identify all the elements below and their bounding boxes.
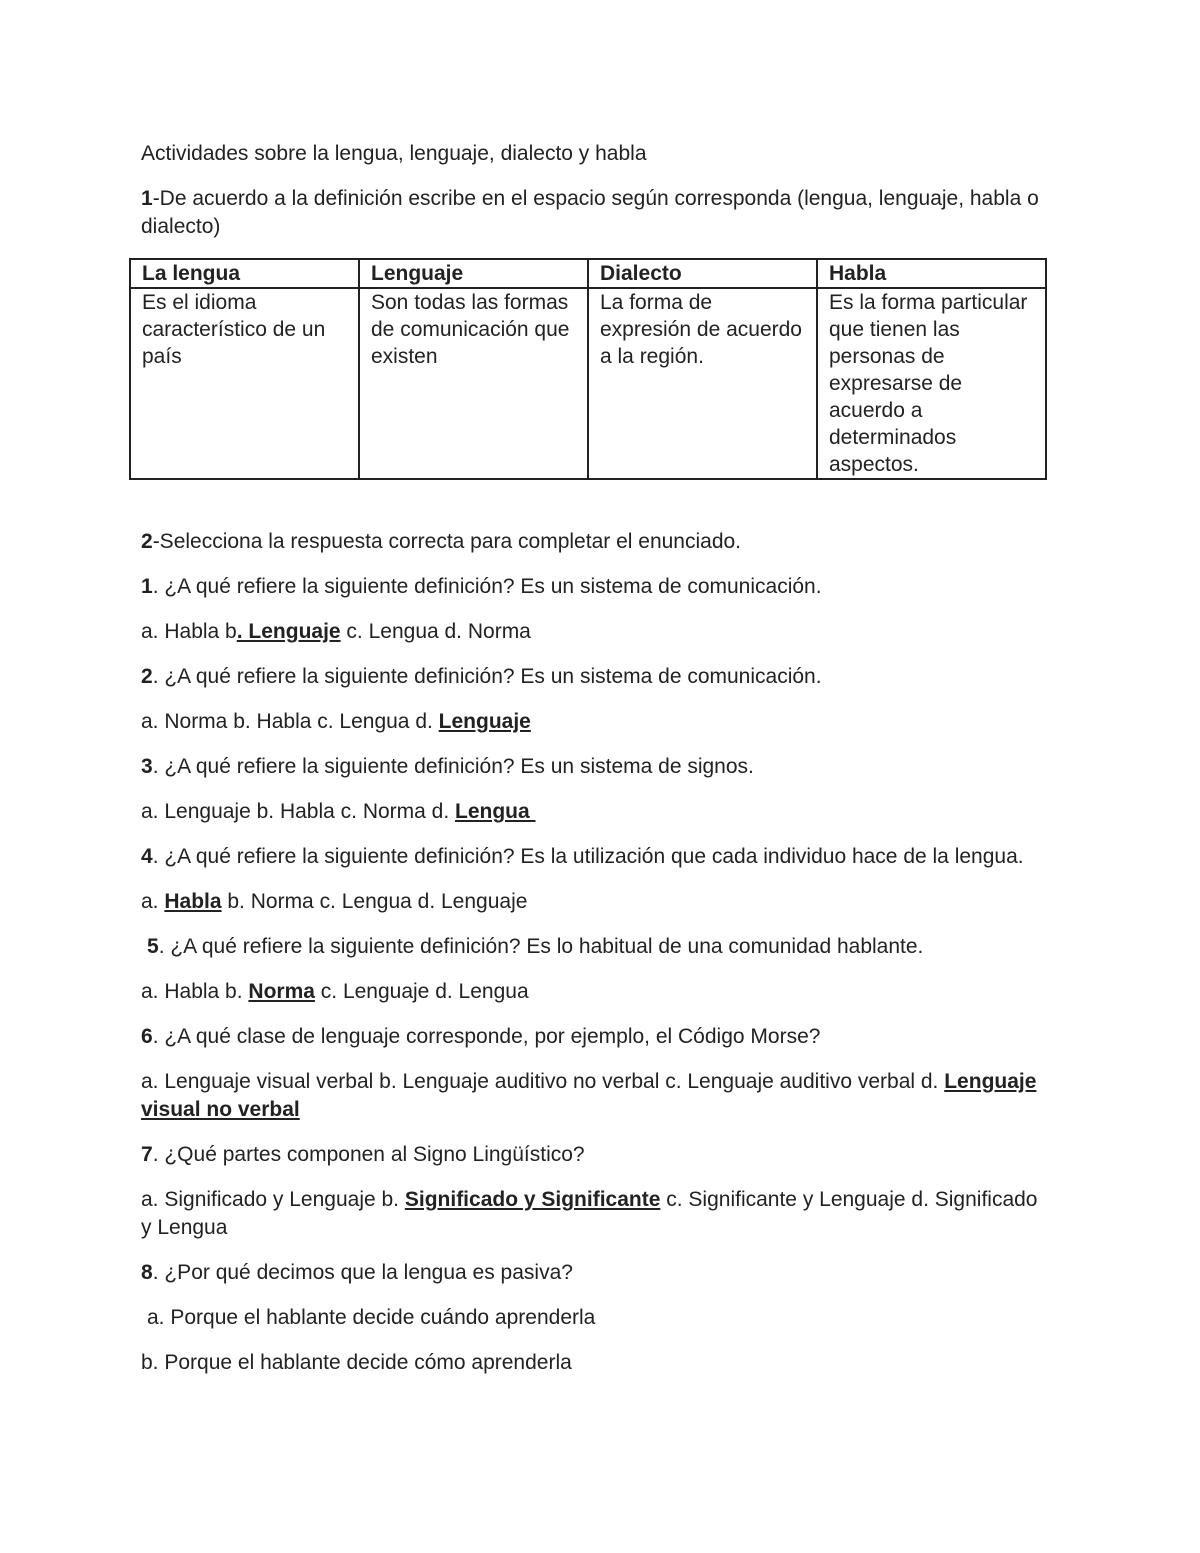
question-7-options xyxy=(141,1186,1051,1242)
correct-answer: Significado y Significante xyxy=(404,1188,661,1211)
question-2-options xyxy=(141,708,1051,736)
options-text: c. Lenguaje d. Lengua xyxy=(314,980,529,1003)
section-2-instruction xyxy=(141,528,1051,556)
section-1-text: -De acuerdo a la definición escribe en el espacio según corresponda (lengua, lenguaje, habla o dialecto) xyxy=(141,187,1039,238)
question-3 xyxy=(141,753,1051,781)
options-text: a. Habla b. xyxy=(141,980,249,1003)
table-cell-habla: Es la forma particular que tienen las personas de expresarse de acuerdo a determinados aspectos. xyxy=(817,288,1046,479)
table-header-lenguaje: Lenguaje xyxy=(359,259,588,288)
question-8-option-b: b. Porque el hablante decide cómo aprenderla xyxy=(141,1351,572,1374)
table-cell-dialecto: La forma de expresión de acuerdo a la región. xyxy=(588,288,817,479)
document-title: Actividades sobre la lengua, lenguaje, dialecto y habla xyxy=(141,142,647,165)
question-6 xyxy=(141,1023,1051,1051)
question-4 xyxy=(141,843,1051,871)
table-header-lengua: La lengua xyxy=(130,259,359,288)
options-text: a. Lenguaje b. Habla c. Norma d. xyxy=(141,800,456,823)
question-6-number: 6 xyxy=(141,1025,153,1048)
options-text: a. xyxy=(141,890,165,913)
table-header-habla: Habla xyxy=(817,259,1046,288)
correct-answer: Lenguaje xyxy=(438,710,531,733)
options-text: a. Lenguaje visual verbal b. Lenguaje auditivo no verbal c. Lenguaje auditivo verbal d. xyxy=(141,1070,945,1093)
options-text: b. Norma c. Lengua d. Lenguaje xyxy=(221,890,528,913)
options-text: a. Norma b. Habla c. Lengua d. xyxy=(141,710,439,733)
question-7 xyxy=(141,1141,1051,1169)
question-5 xyxy=(141,933,1051,961)
question-4-text: . ¿A qué refiere la siguiente definición? Es la utilización que cada individuo hace de la lengua. xyxy=(152,845,1024,868)
question-2-number: 2 xyxy=(141,665,153,688)
question-7-text: . ¿Qué partes componen al Signo Lingüístico? xyxy=(152,1143,585,1166)
question-1 xyxy=(141,573,1051,601)
table-cell-lengua: Es el idioma característico de un país xyxy=(130,288,359,479)
document-page xyxy=(141,140,1051,1394)
correct-answer: Lengua xyxy=(455,800,536,823)
question-3-number: 3 xyxy=(141,755,153,778)
section-1-number: 1 xyxy=(141,187,153,210)
table-header-row xyxy=(130,259,1046,288)
options-text: c. Significante y Lenguaje d. Significado y Lengua xyxy=(141,1188,1038,1239)
section-2-text: -Selecciona la respuesta correcta para completar el enunciado. xyxy=(152,530,742,553)
correct-answer: . Lenguaje xyxy=(236,620,341,643)
question-8-option-a: a. Porque el hablante decide cuándo aprenderla xyxy=(147,1306,596,1329)
question-6-text: . ¿A qué clase de lenguaje corresponde, por ejemplo, el Código Morse? xyxy=(152,1025,821,1048)
question-5-options xyxy=(141,978,1051,1006)
table-header-dialecto: Dialecto xyxy=(588,259,817,288)
question-2-text: . ¿A qué refiere la siguiente definición? Es un sistema de comunicación. xyxy=(152,665,822,688)
question-1-number: 1 xyxy=(141,575,153,598)
question-8-number: 8 xyxy=(141,1261,153,1284)
question-5-number: 5 xyxy=(147,935,159,958)
question-8 xyxy=(141,1259,1051,1287)
table-cell-lenguaje: Son todas las formas de comunicación que existen xyxy=(359,288,588,479)
definitions-table xyxy=(129,258,1047,480)
options-text: a. Significado y Lenguaje b. xyxy=(141,1188,405,1211)
table-row xyxy=(130,288,1046,479)
question-1-options xyxy=(141,618,1051,646)
question-7-number: 7 xyxy=(141,1143,153,1166)
question-5-text: . ¿A qué refiere la siguiente definición? Es lo habitual de una comunidad hablante. xyxy=(158,935,924,958)
question-8-text: . ¿Por qué decimos que la lengua es pasiva? xyxy=(152,1261,573,1284)
question-3-text: . ¿A qué refiere la siguiente definición? Es un sistema de signos. xyxy=(152,755,754,778)
section-1-instruction xyxy=(141,185,1051,241)
correct-answer: Lenguaje visual no verbal xyxy=(141,1070,1037,1121)
question-4-number: 4 xyxy=(141,845,153,868)
correct-answer: Norma xyxy=(248,980,315,1003)
question-6-options xyxy=(141,1068,1051,1124)
question-4-options xyxy=(141,888,1051,916)
options-text: c. Lengua d. Norma xyxy=(340,620,531,643)
options-text: a. Habla b xyxy=(141,620,237,643)
question-3-options xyxy=(141,798,1051,826)
question-2 xyxy=(141,663,1051,691)
correct-answer: Habla xyxy=(164,890,222,913)
question-1-text: . ¿A qué refiere la siguiente definición? Es un sistema de comunicación. xyxy=(152,575,822,598)
section-2-number: 2 xyxy=(141,530,153,553)
